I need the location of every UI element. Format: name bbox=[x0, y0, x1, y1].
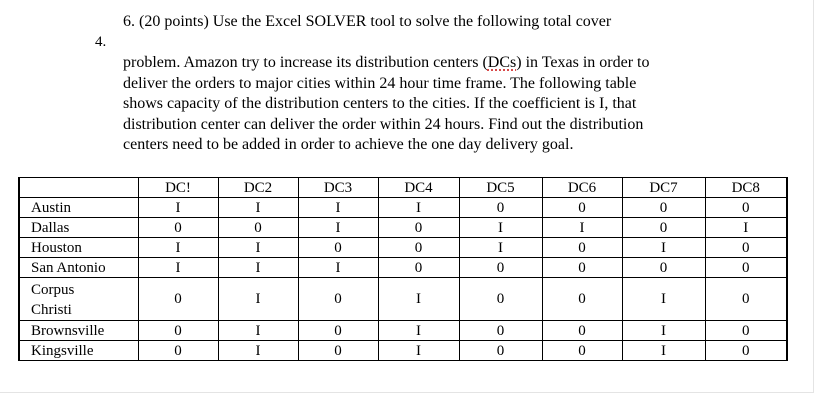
coverage-value-cell: I bbox=[622, 238, 705, 258]
coverage-value-cell: I bbox=[378, 321, 459, 341]
city-cell: Dallas bbox=[19, 218, 138, 238]
question-body bbox=[123, 53, 649, 156]
page-edge-right bbox=[813, 0, 814, 392]
coverage-value-cell: I bbox=[218, 258, 298, 278]
coverage-value-cell: 0 bbox=[459, 341, 542, 361]
coverage-value-cell: I bbox=[622, 278, 705, 321]
header-cell: DC! bbox=[138, 178, 218, 198]
table-row bbox=[19, 218, 787, 238]
table-row bbox=[19, 278, 787, 321]
coverage-value-cell: 0 bbox=[459, 278, 542, 321]
coverage-value-cell: I bbox=[138, 238, 218, 258]
coverage-value-cell: I bbox=[459, 218, 542, 238]
coverage-value-cell: I bbox=[378, 341, 459, 361]
coverage-value-cell: 0 bbox=[705, 278, 787, 321]
header-cell: DC6 bbox=[542, 178, 622, 198]
line-1-text-b: ) in Texas in order to bbox=[516, 54, 650, 71]
coverage-value-cell: I bbox=[218, 341, 298, 361]
coverage-value-cell: I bbox=[218, 278, 298, 321]
coverage-value-cell: I bbox=[622, 321, 705, 341]
coverage-value-cell: I bbox=[459, 238, 542, 258]
question-line-1 bbox=[123, 53, 649, 74]
header-cell: DC2 bbox=[218, 178, 298, 198]
question-number: 4. bbox=[95, 34, 107, 50]
coverage-value-cell: 0 bbox=[705, 198, 787, 218]
table-header bbox=[19, 178, 787, 198]
city-cell bbox=[19, 278, 138, 321]
coverage-value-cell: I bbox=[138, 198, 218, 218]
question-line-3: shows capacity of the distribution centers to the cities. If the coefficient is I, that bbox=[123, 95, 637, 113]
dcs-spellcheck-word: DCs bbox=[487, 54, 517, 71]
coverage-value-cell: 0 bbox=[378, 238, 459, 258]
coverage-value-cell: 0 bbox=[138, 218, 218, 238]
coverage-value-cell: 0 bbox=[705, 321, 787, 341]
coverage-value-cell: 0 bbox=[705, 341, 787, 361]
header-cell: DC4 bbox=[378, 178, 459, 198]
coverage-value-cell: 0 bbox=[542, 238, 622, 258]
question-line-5: centers need to be added in order to achieve the one day delivery goal. bbox=[123, 136, 574, 154]
coverage-value-cell: 0 bbox=[459, 321, 542, 341]
coverage-value-cell: 0 bbox=[542, 278, 622, 321]
coverage-value-cell: 0 bbox=[705, 238, 787, 258]
header-row bbox=[19, 178, 787, 198]
coverage-value-cell: 0 bbox=[542, 321, 622, 341]
coverage-value-cell: 0 bbox=[378, 218, 459, 238]
coverage-value-cell: 0 bbox=[459, 198, 542, 218]
coverage-value-cell: I bbox=[542, 218, 622, 238]
coverage-table bbox=[18, 177, 788, 361]
city-cell: Kingsville bbox=[19, 341, 138, 361]
coverage-value-cell: I bbox=[218, 198, 298, 218]
coverage-value-cell: 0 bbox=[138, 321, 218, 341]
question-title: 6. (20 points) Use the Excel SOLVER tool to solve the following total cover bbox=[123, 13, 612, 30]
line-1-text-a: problem. Amazon try to increase its distribution centers ( bbox=[123, 54, 488, 71]
coverage-value-cell: I bbox=[218, 321, 298, 341]
table-body bbox=[19, 198, 787, 361]
header-corner-cell bbox=[19, 178, 138, 198]
header-cell: DC5 bbox=[459, 178, 542, 198]
table-row bbox=[19, 321, 787, 341]
coverage-value-cell: I bbox=[138, 258, 218, 278]
city-cell: Austin bbox=[19, 198, 138, 218]
coverage-value-cell: 0 bbox=[542, 198, 622, 218]
coverage-value-cell: 0 bbox=[542, 341, 622, 361]
coverage-value-cell: 0 bbox=[298, 321, 378, 341]
page-edge-bottom bbox=[0, 392, 814, 393]
coverage-value-cell: 0 bbox=[622, 258, 705, 278]
table-row bbox=[19, 238, 787, 258]
table-row bbox=[19, 341, 787, 361]
city-name-line: Christi bbox=[31, 302, 72, 318]
table-row bbox=[19, 198, 787, 218]
coverage-value-cell: I bbox=[218, 238, 298, 258]
coverage-value-cell: 0 bbox=[378, 258, 459, 278]
coverage-value-cell: 0 bbox=[298, 278, 378, 321]
coverage-value-cell: I bbox=[705, 218, 787, 238]
coverage-value-cell: I bbox=[298, 198, 378, 218]
coverage-value-cell: 0 bbox=[298, 238, 378, 258]
header-cell: DC7 bbox=[622, 178, 705, 198]
coverage-value-cell: I bbox=[298, 258, 378, 278]
table-row bbox=[19, 258, 787, 278]
coverage-value-cell: 0 bbox=[459, 258, 542, 278]
coverage-value-cell: 0 bbox=[298, 341, 378, 361]
coverage-value-cell: I bbox=[378, 278, 459, 321]
coverage-value-cell: 0 bbox=[622, 198, 705, 218]
city-cell: San Antonio bbox=[19, 258, 138, 278]
question-line-4: distribution center can deliver the order within 24 hours. Find out the distribution bbox=[123, 115, 644, 133]
coverage-value-cell: 0 bbox=[138, 278, 218, 321]
coverage-value-cell: I bbox=[622, 341, 705, 361]
header-cell: DC3 bbox=[298, 178, 378, 198]
question-line-2: deliver the orders to major cities within 24 hour time frame. The following table bbox=[123, 74, 637, 92]
coverage-value-cell: 0 bbox=[622, 218, 705, 238]
coverage-value-cell: 0 bbox=[218, 218, 298, 238]
coverage-value-cell: 0 bbox=[542, 258, 622, 278]
coverage-value-cell: 0 bbox=[705, 258, 787, 278]
header-cell: DC8 bbox=[705, 178, 787, 198]
coverage-value-cell: I bbox=[378, 198, 459, 218]
city-cell: Brownsville bbox=[19, 321, 138, 341]
coverage-value-cell: I bbox=[298, 218, 378, 238]
coverage-value-cell: 0 bbox=[138, 341, 218, 361]
city-name-line: Corpus bbox=[31, 282, 75, 298]
city-cell: Houston bbox=[19, 238, 138, 258]
